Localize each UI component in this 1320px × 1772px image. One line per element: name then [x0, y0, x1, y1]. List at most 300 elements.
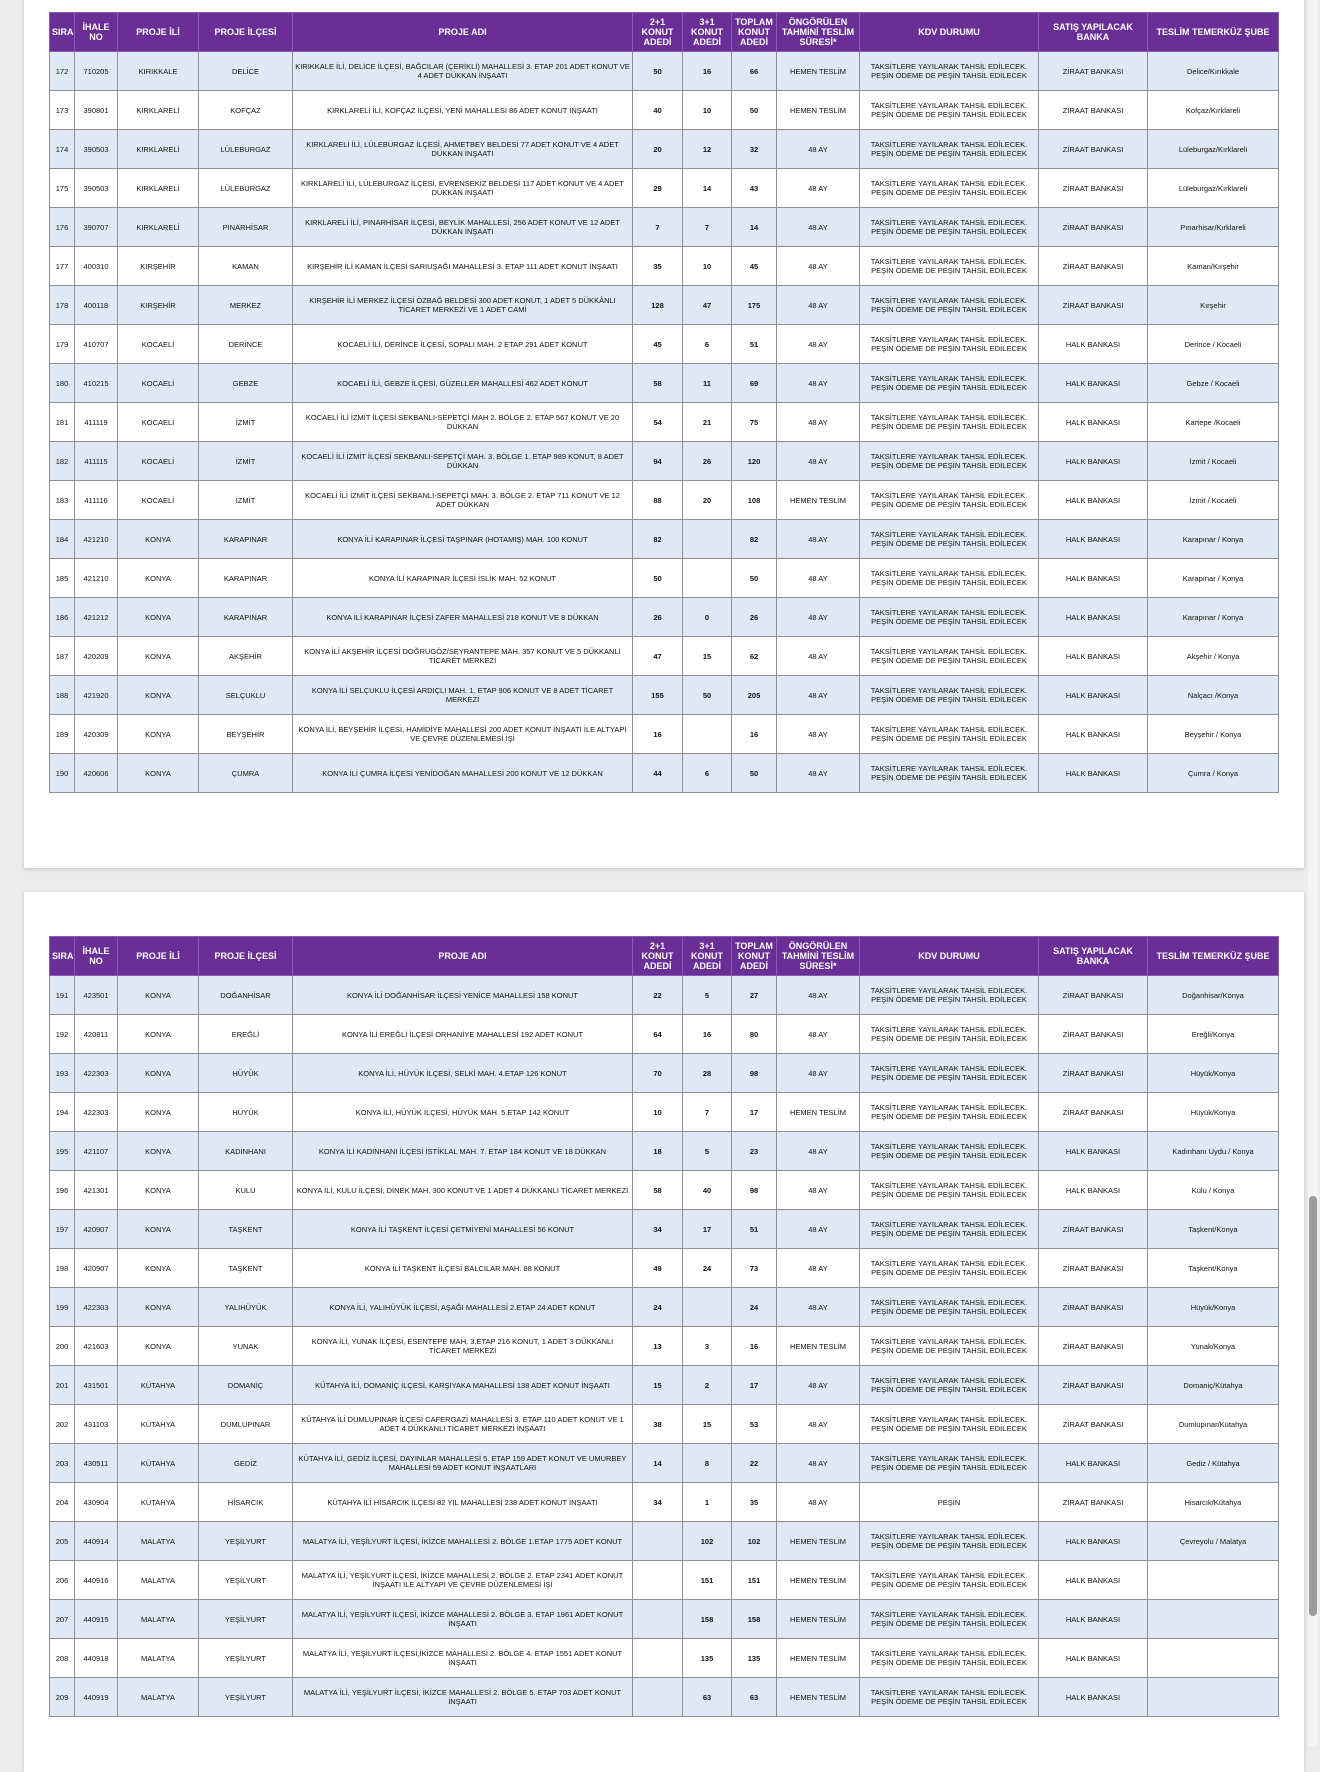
cell-kdv-durumu: TAKSİTLERE YAYILARAK TAHSİL EDİLECEK. PEŞİN ÖDEME DE PEŞİN TAHSİL EDİLECEK [860, 1639, 1039, 1678]
column-header-teslim-suresi: ÖNGÖRÜLEN TAHMİNİ TESLİM SÜRESİ* [777, 937, 860, 976]
cell-teslim-suresi: HEMEN TESLİM [777, 52, 860, 91]
cell-proje-ilcesi: HÜYÜK [199, 1054, 293, 1093]
cell-teslim-sube: Dumlupınar/Kütahya [1148, 1405, 1279, 1444]
cell-kdv-durumu: TAKSİTLERE YAYILARAK TAHSİL EDİLECEK. PEŞİN ÖDEME DE PEŞİN TAHSİL EDİLECEK [860, 1561, 1039, 1600]
column-header-banka: SATIŞ YAPILACAK BANKA [1039, 13, 1148, 52]
cell-proje-ili: KONYA [118, 1015, 199, 1054]
cell-proje-ilcesi: İZMİT [199, 442, 293, 481]
cell-proje-ilcesi: GEBZE [199, 364, 293, 403]
cell-teslim-suresi: HEMEN TESLİM [777, 1093, 860, 1132]
cell-toplam-konut: 175 [732, 286, 777, 325]
cell-teslim-suresi: 48 AY [777, 364, 860, 403]
cell-sira: 173 [50, 91, 75, 130]
cell-proje-ili: MALATYA [118, 1561, 199, 1600]
cell-teslim-sube: Taşkent/Konya [1148, 1249, 1279, 1288]
table-row [50, 208, 1279, 247]
cell-proje-ilcesi: BEYŞEHİR [199, 715, 293, 754]
cell-ihale-no: 410707 [75, 325, 118, 364]
cell-toplam-konut: 14 [732, 208, 777, 247]
cell-ihale-no: 440918 [75, 1639, 118, 1678]
cell-proje-ilcesi: HİSARCIK [199, 1483, 293, 1522]
table-row [50, 286, 1279, 325]
column-header-proje-adi: PROJE ADI [293, 13, 633, 52]
cell-sira: 179 [50, 325, 75, 364]
cell-konut-3-1: 6 [683, 754, 732, 793]
housing-table [49, 12, 1279, 793]
cell-teslim-sube: Kadınhanı Uydu / Konya [1148, 1132, 1279, 1171]
cell-kdv-durumu: TAKSİTLERE YAYILARAK TAHSİL EDİLECEK. PEŞİN ÖDEME DE PEŞİN TAHSİL EDİLECEK [860, 1366, 1039, 1405]
document-page [24, 892, 1304, 1772]
cell-konut-3-1: 10 [683, 91, 732, 130]
cell-toplam-konut: 69 [732, 364, 777, 403]
cell-teslim-suresi: HEMEN TESLİM [777, 1522, 860, 1561]
cell-teslim-sube: Gebze / Kocaeli [1148, 364, 1279, 403]
cell-proje-adi: KONYA İLİ KARAPINAR İLÇESİ TAŞPINAR (HOTAMIŞ) MAH. 100 KONUT [293, 520, 633, 559]
cell-toplam-konut: 32 [732, 130, 777, 169]
cell-proje-ili: MALATYA [118, 1678, 199, 1717]
cell-teslim-suresi: 48 AY [777, 1015, 860, 1054]
cell-teslim-sube: Doğanhisar/Konya [1148, 976, 1279, 1015]
cell-toplam-konut: 16 [732, 715, 777, 754]
cell-banka: ZİRAAT BANKASI [1039, 208, 1148, 247]
column-header-toplam-konut: TOPLAM KONUT ADEDİ [732, 937, 777, 976]
table-row [50, 1210, 1279, 1249]
table-row [50, 169, 1279, 208]
cell-kdv-durumu: TAKSİTLERE YAYILARAK TAHSİL EDİLECEK. PEŞİN ÖDEME DE PEŞİN TAHSİL EDİLECEK [860, 403, 1039, 442]
cell-teslim-suresi: 48 AY [777, 559, 860, 598]
cell-proje-adi: KONYA İLİ, KULU İLÇESİ, DİNEK MAH. 300 KONUT VE 1 ADET 4 DÜKKANLI TİCARET MERKEZİ [293, 1171, 633, 1210]
cell-toplam-konut: 51 [732, 325, 777, 364]
cell-sira: 194 [50, 1093, 75, 1132]
cell-proje-adi: KONYA İLİ KADINHANI İLÇESİ İSTİKLAL MAH. 7. ETAP 184 KONUT VE 18 DÜKKAN [293, 1132, 633, 1171]
cell-sira: 188 [50, 676, 75, 715]
cell-ihale-no: 420907 [75, 1210, 118, 1249]
table-row [50, 1561, 1279, 1600]
cell-ihale-no: 430511 [75, 1444, 118, 1483]
cell-teslim-sube: Kofçaz/Kırklareli [1148, 91, 1279, 130]
cell-sira: 181 [50, 403, 75, 442]
cell-proje-ilcesi: KAMAN [199, 247, 293, 286]
cell-teslim-sube: Lüleburgaz/Kırklareli [1148, 169, 1279, 208]
cell-teslim-sube: Yunak/Konya [1148, 1327, 1279, 1366]
cell-ihale-no: 420606 [75, 754, 118, 793]
cell-proje-ili: KOCAELİ [118, 364, 199, 403]
cell-toplam-konut: 50 [732, 559, 777, 598]
cell-konut-2-1: 10 [633, 1093, 683, 1132]
cell-konut-3-1: 2 [683, 1366, 732, 1405]
cell-proje-ilcesi: İZMİT [199, 481, 293, 520]
cell-toplam-konut: 120 [732, 442, 777, 481]
cell-banka: ZİRAAT BANKASI [1039, 1054, 1148, 1093]
cell-konut-3-1: 20 [683, 481, 732, 520]
cell-konut-2-1: 13 [633, 1327, 683, 1366]
table-row [50, 976, 1279, 1015]
cell-teslim-sube: Karapınar / Konya [1148, 520, 1279, 559]
cell-kdv-durumu: TAKSİTLERE YAYILARAK TAHSİL EDİLECEK. PEŞİN ÖDEME DE PEŞİN TAHSİL EDİLECEK [860, 286, 1039, 325]
cell-ihale-no: 422303 [75, 1288, 118, 1327]
cell-proje-ilcesi: KARAPINAR [199, 598, 293, 637]
cell-proje-ilcesi: YUNAK [199, 1327, 293, 1366]
cell-konut-2-1: 82 [633, 520, 683, 559]
cell-proje-adi: KIRIKKALE İLİ, DELİCE İLÇESİ, BAĞCILAR (ÇERİKLİ) MAHALLESİ 3. ETAP 201 ADET KONUT VE 4 ADET DÜKKAN İNŞAATI [293, 52, 633, 91]
cell-banka: ZİRAAT BANKASI [1039, 1405, 1148, 1444]
cell-teslim-suresi: 48 AY [777, 1054, 860, 1093]
cell-banka: HALK BANKASI [1039, 1171, 1148, 1210]
cell-sira: 207 [50, 1600, 75, 1639]
cell-proje-adi: MALATYA İLİ, YEŞİLYURT İLÇESİ, İKİZCE MAHALLESİ 2. BÖLGE 3. ETAP 1961 ADET KONUT İNŞAATI [293, 1600, 633, 1639]
cell-teslim-suresi: 48 AY [777, 403, 860, 442]
cell-ihale-no: 390801 [75, 91, 118, 130]
column-header-ihale-no: İHALE NO [75, 13, 118, 52]
column-header-ihale-no: İHALE NO [75, 937, 118, 976]
cell-kdv-durumu: TAKSİTLERE YAYILARAK TAHSİL EDİLECEK. PEŞİN ÖDEME DE PEŞİN TAHSİL EDİLECEK [860, 1171, 1039, 1210]
cell-banka: HALK BANKASI [1039, 637, 1148, 676]
cell-sira: 175 [50, 169, 75, 208]
cell-toplam-konut: 73 [732, 1249, 777, 1288]
cell-konut-3-1: 6 [683, 325, 732, 364]
table-row [50, 1522, 1279, 1561]
cell-ihale-no: 421301 [75, 1171, 118, 1210]
cell-proje-ili: KOCAELİ [118, 325, 199, 364]
cell-teslim-sube: Pınarhisar/Kırklareli [1148, 208, 1279, 247]
cell-proje-adi: KONYA İLİ KARAPINAR İLÇESİ İSLİK MAH. 52 KONUT [293, 559, 633, 598]
cell-ihale-no: 422303 [75, 1093, 118, 1132]
cell-teslim-sube: İzmit / Kocaeli [1148, 481, 1279, 520]
cell-proje-adi: KONYA İLİ AKŞEHİR İLÇESİ DOĞRUGÖZ/SEYRANTEPE MAH. 357 KONUT VE 5 DÜKKANLI TİCARET MERKEZİ [293, 637, 633, 676]
cell-kdv-durumu: TAKSİTLERE YAYILARAK TAHSİL EDİLECEK. PEŞİN ÖDEME DE PEŞİN TAHSİL EDİLECEK [860, 1327, 1039, 1366]
cell-konut-2-1: 29 [633, 169, 683, 208]
cell-proje-ili: KONYA [118, 520, 199, 559]
cell-kdv-durumu: TAKSİTLERE YAYILARAK TAHSİL EDİLECEK. PEŞİN ÖDEME DE PEŞİN TAHSİL EDİLECEK [860, 481, 1039, 520]
cell-proje-adi: KOCAELİ İLİ İZMİT İLÇESİ SEKBANLI-SEPETÇİ MAH. 3. BÖLGE 1. ETAP 989 KONUT, 8 ADET DÜKKAN [293, 442, 633, 481]
table-row [50, 91, 1279, 130]
cell-kdv-durumu: PEŞİN [860, 1483, 1039, 1522]
cell-ihale-no: 400118 [75, 286, 118, 325]
cell-teslim-sube: Çumra / Konya [1148, 754, 1279, 793]
cell-konut-3-1: 40 [683, 1171, 732, 1210]
cell-proje-ilcesi: YALIHÜYÜK [199, 1288, 293, 1327]
cell-proje-adi: KONYA İLİ, HÜYÜK İLÇESİ, SELKİ MAH. 4.ETAP 126 KONUT [293, 1054, 633, 1093]
cell-toplam-konut: 43 [732, 169, 777, 208]
cell-proje-ili: KIRKLARELİ [118, 208, 199, 247]
cell-teslim-sube: Ereğli/Konya [1148, 1015, 1279, 1054]
table-row [50, 1093, 1279, 1132]
cell-toplam-konut: 98 [732, 1054, 777, 1093]
cell-konut-2-1 [633, 1600, 683, 1639]
cell-teslim-sube [1148, 1639, 1279, 1678]
cell-teslim-suresi: 48 AY [777, 520, 860, 559]
cell-konut-3-1: 1 [683, 1483, 732, 1522]
cell-proje-adi: KONYA İLİ EREĞLİ İLÇESİ ORHANİYE MAHALLESİ 192 ADET KONUT [293, 1015, 633, 1054]
cell-sira: 209 [50, 1678, 75, 1717]
cell-teslim-sube: Hüyük/Konya [1148, 1288, 1279, 1327]
cell-banka: ZİRAAT BANKASI [1039, 286, 1148, 325]
cell-kdv-durumu: TAKSİTLERE YAYILARAK TAHSİL EDİLECEK. PEŞİN ÖDEME DE PEŞİN TAHSİL EDİLECEK [860, 52, 1039, 91]
cell-konut-3-1: 26 [683, 442, 732, 481]
cell-proje-adi: KONYA İLİ, YUNAK İLÇESİ, ESENTEPE MAH. 3.ETAP 216 KONUT, 1 ADET 3 DÜKKANLI TİCARET MERKEZİ [293, 1327, 633, 1366]
cell-konut-2-1: 49 [633, 1249, 683, 1288]
cell-proje-ilcesi: KARAPINAR [199, 559, 293, 598]
cell-proje-ili: KONYA [118, 1210, 199, 1249]
cell-ihale-no: 430904 [75, 1483, 118, 1522]
cell-teslim-sube: Akşehir / Konya [1148, 637, 1279, 676]
cell-toplam-konut: 51 [732, 1210, 777, 1249]
cell-proje-ilcesi: YEŞİLYURT [199, 1561, 293, 1600]
table-row [50, 1405, 1279, 1444]
cell-banka: HALK BANKASI [1039, 1132, 1148, 1171]
cell-proje-ilcesi: HÜYÜK [199, 1093, 293, 1132]
cell-banka: HALK BANKASI [1039, 1522, 1148, 1561]
cell-konut-2-1 [633, 1561, 683, 1600]
cell-proje-adi: MALATYA İLİ, YEŞİLYURT İLÇESİ,İKİZCE MAHALLESİ 2. BÖLGE 4. ETAP 1551 ADET KONUT İNŞAATI [293, 1639, 633, 1678]
cell-ihale-no: 420907 [75, 1249, 118, 1288]
cell-teslim-suresi: 48 AY [777, 715, 860, 754]
cell-konut-3-1: 50 [683, 676, 732, 715]
cell-proje-adi: KÜTAHYA İLİ, GEDİZ İLÇESİ, DAYINLAR MAHALLESİ 5. ETAP 159 ADET KONUT VE UMURBEY MAHALLESİ 59 ADET KONUT İNŞAATLARI [293, 1444, 633, 1483]
cell-proje-ilcesi: KADINHANI [199, 1132, 293, 1171]
cell-sira: 189 [50, 715, 75, 754]
cell-konut-2-1: 88 [633, 481, 683, 520]
cell-sira: 182 [50, 442, 75, 481]
cell-toplam-konut: 151 [732, 1561, 777, 1600]
cell-banka: HALK BANKASI [1039, 1678, 1148, 1717]
cell-kdv-durumu: TAKSİTLERE YAYILARAK TAHSİL EDİLECEK. PEŞİN ÖDEME DE PEŞİN TAHSİL EDİLECEK [860, 130, 1039, 169]
cell-kdv-durumu: TAKSİTLERE YAYILARAK TAHSİL EDİLECEK. PEŞİN ÖDEME DE PEŞİN TAHSİL EDİLECEK [860, 1600, 1039, 1639]
cell-teslim-sube: Çevreyolu / Malatya [1148, 1522, 1279, 1561]
cell-ihale-no: 410215 [75, 364, 118, 403]
cell-konut-2-1: 45 [633, 325, 683, 364]
cell-toplam-konut: 63 [732, 1678, 777, 1717]
cell-toplam-konut: 16 [732, 1327, 777, 1366]
cell-toplam-konut: 135 [732, 1639, 777, 1678]
cell-banka: HALK BANKASI [1039, 1600, 1148, 1639]
cell-proje-ilcesi: YEŞİLYURT [199, 1639, 293, 1678]
cell-proje-ili: KONYA [118, 1132, 199, 1171]
table-body [50, 976, 1279, 1717]
cell-sira: 186 [50, 598, 75, 637]
cell-toplam-konut: 24 [732, 1288, 777, 1327]
cell-proje-ili: KÜTAHYA [118, 1483, 199, 1522]
cell-teslim-sube: Hüyük/Konya [1148, 1054, 1279, 1093]
cell-kdv-durumu: TAKSİTLERE YAYILARAK TAHSİL EDİLECEK. PEŞİN ÖDEME DE PEŞİN TAHSİL EDİLECEK [860, 169, 1039, 208]
cell-proje-adi: KIRKLARELİ İLİ, KOFÇAZ İLÇESİ, YENİ MAHALLESİ 86 ADET KONUT İNŞAATI [293, 91, 633, 130]
cell-toplam-konut: 80 [732, 1015, 777, 1054]
column-header-konut-2-1: 2+1 KONUT ADEDİ [633, 13, 683, 52]
cell-ihale-no: 420309 [75, 715, 118, 754]
cell-banka: ZİRAAT BANKASI [1039, 1249, 1148, 1288]
cell-proje-ilcesi: SELÇUKLU [199, 676, 293, 715]
column-header-proje-ilcesi: PROJE İLÇESİ [199, 937, 293, 976]
cell-teslim-sube: Taşkent/Konya [1148, 1210, 1279, 1249]
cell-sira: 172 [50, 52, 75, 91]
cell-teslim-suresi: HEMEN TESLİM [777, 481, 860, 520]
cell-ihale-no: 400310 [75, 247, 118, 286]
cell-proje-ili: KONYA [118, 1171, 199, 1210]
cell-proje-ili: KÜTAHYA [118, 1366, 199, 1405]
cell-proje-ili: KIRKLARELİ [118, 169, 199, 208]
cell-proje-ili: MALATYA [118, 1600, 199, 1639]
cell-teslim-sube: Kaman/Kırşehir [1148, 247, 1279, 286]
cell-ihale-no: 421210 [75, 559, 118, 598]
cell-konut-3-1: 28 [683, 1054, 732, 1093]
cell-banka: ZİRAAT BANKASI [1039, 1327, 1148, 1366]
cell-sira: 190 [50, 754, 75, 793]
cell-toplam-konut: 62 [732, 637, 777, 676]
cell-konut-2-1: 24 [633, 1288, 683, 1327]
cell-banka: ZİRAAT BANKASI [1039, 1210, 1148, 1249]
cell-ihale-no: 421107 [75, 1132, 118, 1171]
cell-teslim-suresi: 48 AY [777, 247, 860, 286]
cell-proje-ilcesi: GEDİZ [199, 1444, 293, 1483]
cell-konut-2-1: 22 [633, 976, 683, 1015]
cell-teslim-suresi: HEMEN TESLİM [777, 1678, 860, 1717]
cell-ihale-no: 420811 [75, 1015, 118, 1054]
cell-proje-adi: KONYA İLİ DOĞANHİSAR İLÇESİ YENİCE MAHALLESİ 158 KONUT [293, 976, 633, 1015]
cell-proje-ili: MALATYA [118, 1522, 199, 1561]
cell-ihale-no: 440916 [75, 1561, 118, 1600]
table-row [50, 1639, 1279, 1678]
cell-banka: HALK BANKASI [1039, 520, 1148, 559]
cell-banka: ZİRAAT BANKASI [1039, 52, 1148, 91]
cell-teslim-sube: Gediz / Kütahya [1148, 1444, 1279, 1483]
cell-toplam-konut: 102 [732, 1522, 777, 1561]
cell-toplam-konut: 53 [732, 1405, 777, 1444]
cell-banka: ZİRAAT BANKASI [1039, 1288, 1148, 1327]
cell-toplam-konut: 50 [732, 91, 777, 130]
cell-konut-2-1: 50 [633, 559, 683, 598]
cell-proje-ilcesi: TAŞKENT [199, 1210, 293, 1249]
cell-konut-3-1: 158 [683, 1600, 732, 1639]
header-row [50, 937, 1279, 976]
cell-toplam-konut: 26 [732, 598, 777, 637]
cell-konut-2-1: 155 [633, 676, 683, 715]
cell-ihale-no: 421212 [75, 598, 118, 637]
cell-proje-ili: KIRŞEHİR [118, 247, 199, 286]
cell-proje-adi: KONYA İLİ ÇUMRA İLÇESİ YENİDOĞAN MAHALLESİ 200 KONUT VE 12 DÜKKAN [293, 754, 633, 793]
cell-teslim-suresi: 48 AY [777, 130, 860, 169]
cell-toplam-konut: 35 [732, 1483, 777, 1522]
cell-proje-ilcesi: DUMLUPINAR [199, 1405, 293, 1444]
cell-ihale-no: 421210 [75, 520, 118, 559]
cell-teslim-sube: Nalçacı /Konya [1148, 676, 1279, 715]
cell-konut-3-1: 102 [683, 1522, 732, 1561]
cell-banka: ZİRAAT BANKASI [1039, 1093, 1148, 1132]
cell-sira: 187 [50, 637, 75, 676]
table-row [50, 130, 1279, 169]
cell-teslim-suresi: HEMEN TESLİM [777, 91, 860, 130]
cell-kdv-durumu: TAKSİTLERE YAYILARAK TAHSİL EDİLECEK. PEŞİN ÖDEME DE PEŞİN TAHSİL EDİLECEK [860, 976, 1039, 1015]
column-header-proje-ilcesi: PROJE İLÇESİ [199, 13, 293, 52]
cell-proje-ilcesi: DOMANİÇ [199, 1366, 293, 1405]
cell-sira: 206 [50, 1561, 75, 1600]
cell-banka: HALK BANKASI [1039, 559, 1148, 598]
cell-konut-2-1: 16 [633, 715, 683, 754]
table-row [50, 559, 1279, 598]
cell-konut-3-1 [683, 1288, 732, 1327]
column-header-banka: SATIŞ YAPILACAK BANKA [1039, 937, 1148, 976]
cell-teslim-suresi: HEMEN TESLİM [777, 1561, 860, 1600]
cell-kdv-durumu: TAKSİTLERE YAYILARAK TAHSİL EDİLECEK. PEŞİN ÖDEME DE PEŞİN TAHSİL EDİLECEK [860, 1249, 1039, 1288]
cell-konut-3-1: 63 [683, 1678, 732, 1717]
cell-ihale-no: 421603 [75, 1327, 118, 1366]
cell-proje-ilcesi: KULU [199, 1171, 293, 1210]
cell-proje-ili: KIRKLARELİ [118, 130, 199, 169]
cell-konut-2-1: 40 [633, 91, 683, 130]
cell-proje-ilcesi: YEŞİLYURT [199, 1522, 293, 1561]
cell-sira: 195 [50, 1132, 75, 1171]
cell-konut-2-1 [633, 1639, 683, 1678]
cell-ihale-no: 411119 [75, 403, 118, 442]
cell-konut-3-1: 0 [683, 598, 732, 637]
cell-kdv-durumu: TAKSİTLERE YAYILARAK TAHSİL EDİLECEK. PEŞİN ÖDEME DE PEŞİN TAHSİL EDİLECEK [860, 1405, 1039, 1444]
cell-toplam-konut: 158 [732, 1600, 777, 1639]
cell-banka: ZİRAAT BANKASI [1039, 1015, 1148, 1054]
table-row [50, 1327, 1279, 1366]
cell-ihale-no: 431103 [75, 1405, 118, 1444]
cell-banka: ZİRAAT BANKASI [1039, 1483, 1148, 1522]
table-row [50, 598, 1279, 637]
table-row [50, 520, 1279, 559]
cell-kdv-durumu: TAKSİTLERE YAYILARAK TAHSİL EDİLECEK. PEŞİN ÖDEME DE PEŞİN TAHSİL EDİLECEK [860, 247, 1039, 286]
cell-banka: ZİRAAT BANKASI [1039, 976, 1148, 1015]
cell-proje-adi: KOCAELİ İLİ İZMİT İLÇESİ SEKBANLI-SEPETÇİ MAH. 3. BÖLGE 2. ETAP 711 KONUT VE 12 ADET DÜKKAN [293, 481, 633, 520]
cell-proje-adi: KÜTAHYA İLİ, DOMANİÇ İLÇESİ, KARŞIYAKA MAHALLESİ 138 ADET KONUT İNŞAATI [293, 1366, 633, 1405]
table-row [50, 52, 1279, 91]
cell-proje-adi: KOCAELİ İLİ, DERİNCE İLÇESİ, SOPALI MAH. 2 ETAP 291 ADET KONUT [293, 325, 633, 364]
cell-konut-2-1: 20 [633, 130, 683, 169]
cell-proje-ilcesi: LÜLEBURGAZ [199, 130, 293, 169]
cell-kdv-durumu: TAKSİTLERE YAYILARAK TAHSİL EDİLECEK. PEŞİN ÖDEME DE PEŞİN TAHSİL EDİLECEK [860, 364, 1039, 403]
cell-proje-ili: KONYA [118, 1249, 199, 1288]
cell-teslim-sube: Domaniç/Kütahya [1148, 1366, 1279, 1405]
column-header-konut-3-1: 3+1 KONUT ADEDİ [683, 13, 732, 52]
cell-kdv-durumu: TAKSİTLERE YAYILARAK TAHSİL EDİLECEK. PEŞİN ÖDEME DE PEŞİN TAHSİL EDİLECEK [860, 1093, 1039, 1132]
cell-banka: HALK BANKASI [1039, 403, 1148, 442]
cell-proje-ili: KONYA [118, 637, 199, 676]
housing-table [49, 936, 1279, 1717]
cell-kdv-durumu: TAKSİTLERE YAYILARAK TAHSİL EDİLECEK. PEŞİN ÖDEME DE PEŞİN TAHSİL EDİLECEK [860, 442, 1039, 481]
cell-banka: HALK BANKASI [1039, 481, 1148, 520]
cell-kdv-durumu: TAKSİTLERE YAYILARAK TAHSİL EDİLECEK. PEŞİN ÖDEME DE PEŞİN TAHSİL EDİLECEK [860, 1288, 1039, 1327]
cell-konut-3-1: 47 [683, 286, 732, 325]
cell-banka: HALK BANKASI [1039, 598, 1148, 637]
cell-teslim-suresi: 48 AY [777, 1405, 860, 1444]
cell-ihale-no: 420209 [75, 637, 118, 676]
cell-teslim-suresi: 48 AY [777, 208, 860, 247]
table-row [50, 1249, 1279, 1288]
cell-sira: 203 [50, 1444, 75, 1483]
column-header-toplam-konut: TOPLAM KONUT ADEDİ [732, 13, 777, 52]
cell-konut-2-1: 34 [633, 1210, 683, 1249]
cell-teslim-sube: Kartepe /Kocaeli [1148, 403, 1279, 442]
cell-ihale-no: 423501 [75, 976, 118, 1015]
scrollbar-thumb[interactable] [1309, 1196, 1317, 1616]
cell-konut-3-1: 7 [683, 208, 732, 247]
table-row [50, 1132, 1279, 1171]
table-row [50, 676, 1279, 715]
cell-kdv-durumu: TAKSİTLERE YAYILARAK TAHSİL EDİLECEK. PEŞİN ÖDEME DE PEŞİN TAHSİL EDİLECEK [860, 598, 1039, 637]
cell-ihale-no: 390707 [75, 208, 118, 247]
cell-teslim-suresi: HEMEN TESLİM [777, 1327, 860, 1366]
cell-konut-3-1: 10 [683, 247, 732, 286]
cell-teslim-suresi: 48 AY [777, 1249, 860, 1288]
cell-konut-3-1: 7 [683, 1093, 732, 1132]
cell-konut-3-1: 16 [683, 1015, 732, 1054]
cell-sira: 177 [50, 247, 75, 286]
cell-konut-3-1: 17 [683, 1210, 732, 1249]
cell-proje-ilcesi: LÜLEBURGAZ [199, 169, 293, 208]
cell-proje-ilcesi: YEŞİLYURT [199, 1600, 293, 1639]
